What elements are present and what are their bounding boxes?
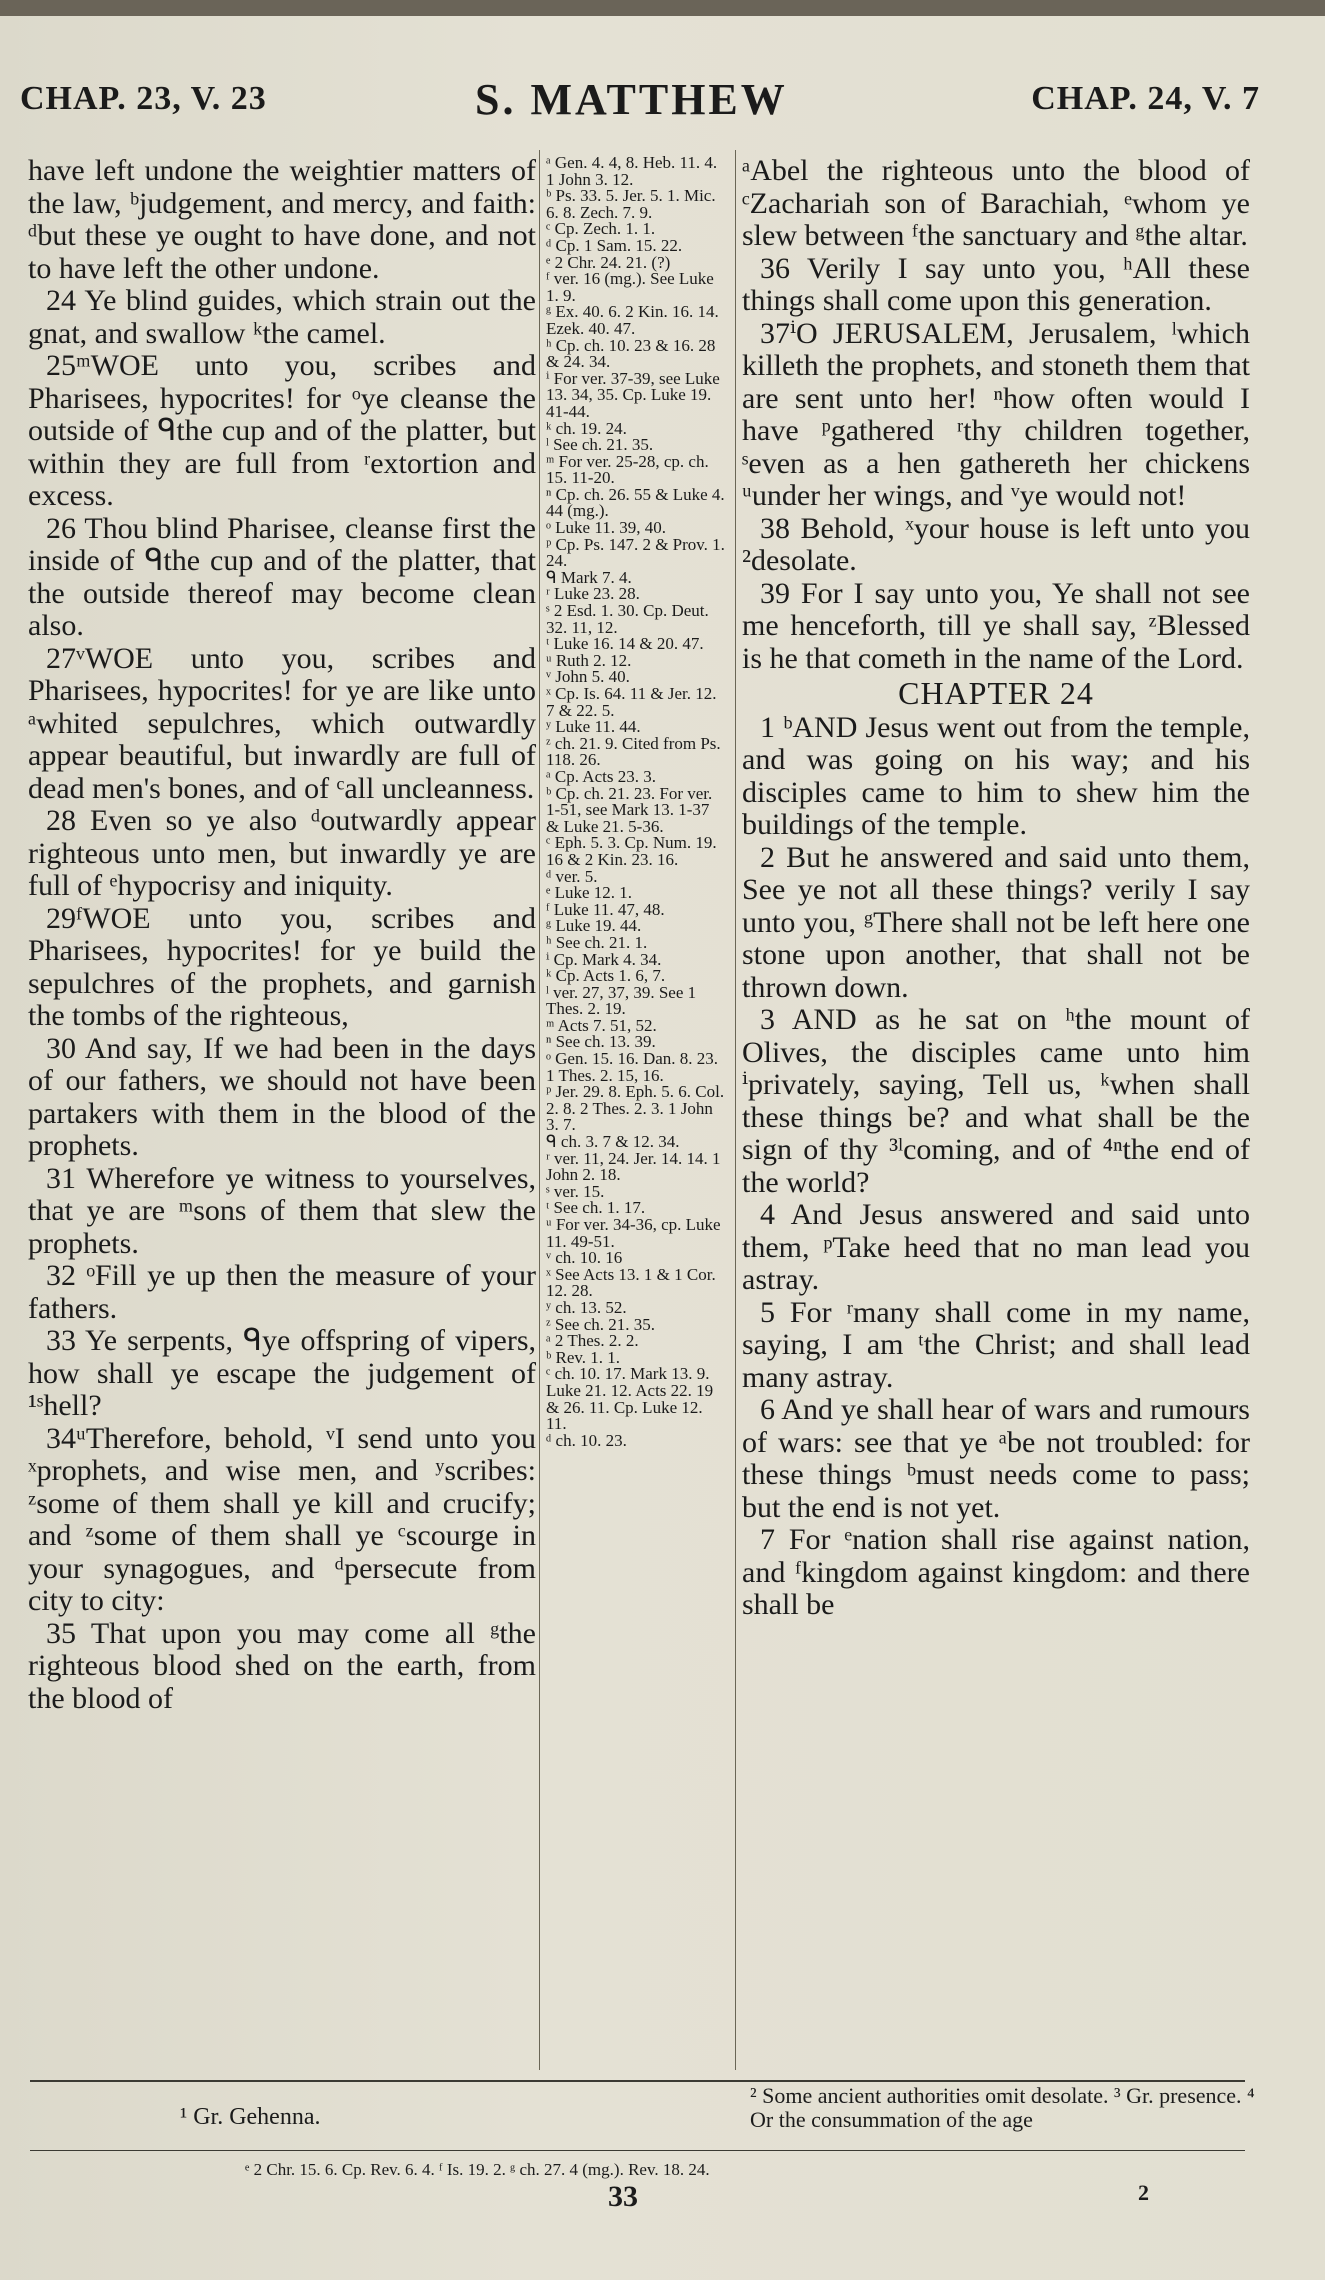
- margin-reference: ᶜ Cp. Zech. 1. 1.: [546, 219, 656, 239]
- margin-reference: ᵘ For ver. 34-36, cp. Luke 11. 49-51.: [546, 1215, 721, 1251]
- margin-reference: ᶜ Eph. 5. 3. Cp. Num. 19. 16 & 2 Kin. 23. 16.: [546, 833, 717, 869]
- margin-reference: ᵒ Gen. 15. 16. Dan. 8. 23. 1 Thes. 2. 15, 16.: [546, 1049, 719, 1085]
- running-header: [20, 70, 1260, 130]
- margin-reference: ᵍ Ex. 40. 6. 2 Kin. 16. 14. Ezek. 40. 47.: [546, 302, 719, 338]
- margin-reference: ʳ ver. 11, 24. Jer. 14. 14. 1 John 2. 18.: [546, 1148, 721, 1185]
- margin-reference: ᶠ ver. 16 (mg.). See Luke 1. 9.: [546, 269, 714, 305]
- margin-reference: ˡ See ch. 21. 35.: [546, 435, 654, 455]
- left-column: [28, 155, 536, 1715]
- margin-reference: ᵃ Cp. Acts 23. 3.: [546, 766, 656, 786]
- verse: 2 But he answered and said unto them, See ye not all these things? verily I say unto you, ᵍThere shall not be left here one stone upon another, that shall not be thrown down.: [742, 840, 1250, 1004]
- right-column: [742, 155, 1250, 1622]
- verse: 27ᵛWOE unto you, scribes and Pharisees, hypocrites! for ye are like unto ᵃwhited sepulchres, which outwardly appear beautiful, but inwardly are full of dead men's bones, and of ᶜall uncleanness.: [28, 641, 536, 805]
- margin-reference: ˢ ver. 15.: [546, 1181, 605, 1201]
- margin-reference: ʸ ch. 13. 52.: [546, 1297, 627, 1317]
- verse: 33 Ye serpents, ᑫye offspring of vipers, how shall ye escape the judgement of ¹ˢhell?: [28, 1324, 536, 1422]
- verse: 28 Even so ye also ᵈoutwardly appear righteous unto men, but inwardly ye are full of ᵉhypocrisy and iniquity.: [28, 804, 536, 902]
- margin-reference: ᵇ Ps. 33. 5. Jer. 5. 1. Mic. 6. 8. Zech. 7. 9.: [546, 186, 716, 222]
- margin-reference: ᵏ ch. 19. 24.: [546, 418, 627, 438]
- margin-reference: ᶠ Luke 11. 47, 48.: [546, 899, 665, 919]
- margin-reference: ˣ Cp. Is. 64. 11 & Jer. 12. 7 & 22. 5.: [546, 684, 717, 720]
- margin-reference: ᵃ 2 Thes. 2. 2.: [546, 1331, 639, 1351]
- verse: 35 That upon you may come all ᵍthe righteous blood shed on the earth, from the blood of: [28, 1616, 536, 1715]
- margin-reference: ʳ Luke 23. 28.: [546, 584, 640, 604]
- margin-reference: ᵉ Luke 12. 1.: [546, 883, 633, 903]
- margin-reference: ᵉ 2 Chr. 24. 21. (?): [546, 252, 671, 272]
- margin-reference: ᵐ Acts 7. 51, 52.: [546, 1015, 657, 1035]
- margin-reference: ᑫ ch. 3. 7 & 12. 34.: [546, 1132, 680, 1152]
- margin-reference: ⁿ See ch. 13. 39.: [546, 1032, 656, 1052]
- verse: ᵃAbel the righteous unto the blood of ᶜZachariah son of Barachiah, ᵉwhom ye slew between ᶠthe sanctuary and ᵍthe altar.: [742, 154, 1250, 252]
- margin-reference: ᵒ Luke 11. 39, 40.: [546, 518, 666, 538]
- margin-reference: ᶻ See ch. 21. 35.: [546, 1314, 655, 1334]
- margin-reference: ᶜ ch. 10. 17. Mark 13. 9. Luke 21. 12. Acts 22. 19 & 26. 11. Cp. Luke 12. 11.: [546, 1364, 714, 1434]
- verse: 26 Thou blind Pharisee, cleanse first the inside of ᑫthe cup and of the platter, that the outside thereof may become clean also.: [28, 511, 536, 642]
- margin-reference: ᵈ ver. 5.: [546, 866, 598, 886]
- signature-mark: 2: [1138, 2180, 1149, 2205]
- verse: 34ᵘTherefore, behold, ᵛI send unto you ˣprophets, and wise men, and ʸscribes: ᶻsome of them shall ye kill and crucify; and ᶻsome of them shall ye ᶜscourge in your synagogues, and ᵈpersecute from city to city:: [28, 1421, 536, 1617]
- margin-reference: ᶻ ch. 21. 9. Cited from Ps. 118. 26.: [546, 733, 721, 770]
- margin-reference: ᵖ Jer. 29. 8. Eph. 5. 6. Col. 2. 8. 2 Thes. 2. 3. 1 John 3. 7.: [546, 1082, 725, 1135]
- margin-reference: ᵖ Cp. Ps. 147. 2 & Prov. 1. 24.: [546, 534, 725, 571]
- verse: 25ᵐWOE unto you, scribes and Pharisees, hypocrites! for ᵒye cleanse the outside of ᑫthe cup and of the platter, but within they are full from ʳextortion and excess.: [28, 349, 536, 512]
- margin-reference: ᵃ Gen. 4. 4, 8. Heb. 11. 4. 1 John 3. 12.: [546, 153, 718, 189]
- margin-reference: ᵛ John 5. 40.: [546, 667, 630, 687]
- verse: 1 ᵇAND Jesus went out from the temple, and was going on his way; and his disciples came to him to shew him the buildings of the temple.: [742, 710, 1250, 841]
- footnote-right: ² Some ancient authorities omit desolate. ³ Gr. presence. ⁴ Or the consummation of the age: [750, 2083, 1255, 2132]
- margin-reference: ᵗ Luke 16. 14 & 20. 47.: [546, 634, 704, 654]
- margin-reference: ʰ Cp. ch. 10. 23 & 16. 28 & 24. 34.: [546, 335, 716, 372]
- margin-reference: ʸ Luke 11. 44.: [546, 717, 641, 737]
- margin-reference: ˢ 2 Esd. 1. 30. Cp. Deut. 32. 11, 12.: [546, 601, 709, 637]
- verse: 38 Behold, ˣyour house is left unto you ²desolate.: [742, 511, 1250, 577]
- verse: 4 And Jesus answered and said unto them, ᵖTake heed that no man lead you astray.: [742, 1198, 1250, 1296]
- verse: 7 For ᵉnation shall rise against nation, and ᶠkingdom against kingdom: and there shall be: [742, 1523, 1250, 1621]
- margin-reference: ᵛ ch. 10. 16: [546, 1248, 623, 1268]
- margin-reference: ᵗ See ch. 1. 17.: [546, 1198, 646, 1218]
- chapter-heading: CHAPTER 24: [898, 675, 1094, 711]
- verse: 30 And say, If we had been in the days of our fathers, we should not have been partakers with them in the blood of the prophets.: [28, 1031, 536, 1162]
- verse: 31 Wherefore ye witness to yourselves, that ye are ᵐsons of them that slew the prophets.: [28, 1161, 536, 1260]
- margin-references: [546, 155, 726, 1449]
- column-rule-right: [735, 150, 736, 2070]
- bottom-rule: [30, 2150, 1245, 2151]
- margin-reference: ᵇ Rev. 1. 1.: [546, 1347, 621, 1367]
- verse: 32 ᵒFill ye up then the measure of your fathers.: [28, 1259, 536, 1325]
- verse: 24 Ye blind guides, which strain out the gnat, and swallow ᵏthe camel.: [28, 284, 536, 350]
- verse: 6 And ye shall hear of wars and rumours of wars: see that ye ᵃbe not troubled: for these things ᵇmust needs come to pass; but the end is not yet.: [742, 1393, 1250, 1524]
- margin-reference: ⁿ Cp. ch. 26. 55 & Luke 4. 44 (mg.).: [546, 484, 725, 521]
- margin-reference: ˡ ver. 27, 37, 39. See 1 Thes. 2. 19.: [546, 982, 697, 1019]
- margin-reference: ⁱ For ver. 37-39, see Luke 13. 34, 35. Cp. Luke 19. 41-44.: [546, 368, 720, 421]
- verse: 39 For I say unto you, Ye shall not see me henceforth, till ye shall say, ᶻBlessed is he that cometh in the name of the Lord.: [742, 576, 1250, 675]
- margin-reference: ᵈ Cp. 1 Sam. 15. 22.: [546, 235, 683, 255]
- bottom-references: ᵉ 2 Chr. 15. 6. Cp. Rev. 6. 4. ᶠ Is. 19. 2. ᵍ ch. 27. 4 (mg.). Rev. 18. 24.: [245, 2160, 710, 2179]
- margin-reference: ⁱ Cp. Mark 4. 34.: [546, 949, 662, 969]
- margin-reference: ˣ See Acts 13. 1 & 1 Cor. 12. 28.: [546, 1264, 716, 1301]
- header-right: CHAP. 24, V. 7: [1031, 80, 1260, 117]
- verse: 37ⁱO JERUSALEM, Jerusalem, ˡwhich killeth the prophets, and stoneth them that are sent unto her! ⁿhow often would I have ᵖgathered ʳthy children together, ˢeven as a hen gathereth her chickens ᵘunder her wings, and ᵛye would not!: [742, 316, 1250, 512]
- verse: 5 For ʳmany shall come in my name, saying, I am ᵗthe Christ; and shall lead many astray.: [742, 1295, 1250, 1394]
- margin-reference: ʰ See ch. 21. 1.: [546, 932, 648, 952]
- header-left: CHAP. 23, V. 23: [20, 80, 267, 117]
- verse: 29ᶠWOE unto you, scribes and Pharisees, hypocrites! for ye build the sepulchres of the prophets, and garnish the tombs of the righteous,: [28, 901, 536, 1032]
- margin-reference: ᵏ Cp. Acts 1. 6, 7.: [546, 966, 666, 986]
- book-title: S. MATTHEW: [475, 75, 788, 124]
- verse: 3 AND as he sat on ʰthe mount of Olives, the disciples came unto him ⁱprivately, saying, Tell us, ᵏwhen shall these things be? and what shall be the sign of thy ³ˡcoming, and of ⁴ⁿthe end of the world?: [742, 1003, 1250, 1199]
- margin-reference: ᵈ ch. 10. 23.: [546, 1430, 627, 1450]
- footnote-left: ¹ Gr. Gehenna.: [180, 2104, 321, 2130]
- column-rule-left: [539, 150, 540, 2070]
- margin-reference: ᵇ Cp. ch. 21. 23. For ver. 1-51, see Mark 13. 1-37 & Luke 21. 5-36.: [546, 783, 713, 836]
- verse: 36 Verily I say unto you, ʰAll these things shall come upon this generation.: [742, 251, 1250, 317]
- page-number: 33: [608, 2180, 638, 2213]
- top-edge: [0, 0, 1325, 16]
- verse: have left undone the weightier matters of the law, ᵇjudgement, and mercy, and faith: ᵈbut these ye ought to have done, and not to have left the other undone.: [28, 154, 536, 285]
- footnote-rule: [30, 2080, 1245, 2082]
- margin-reference: ᑫ Mark 7. 4.: [546, 567, 632, 587]
- margin-reference: ᵍ Luke 19. 44.: [546, 916, 642, 936]
- margin-reference: ᵐ For ver. 25-28, cp. ch. 15. 11-20.: [546, 451, 709, 488]
- margin-reference: ᵘ Ruth 2. 12.: [546, 650, 632, 670]
